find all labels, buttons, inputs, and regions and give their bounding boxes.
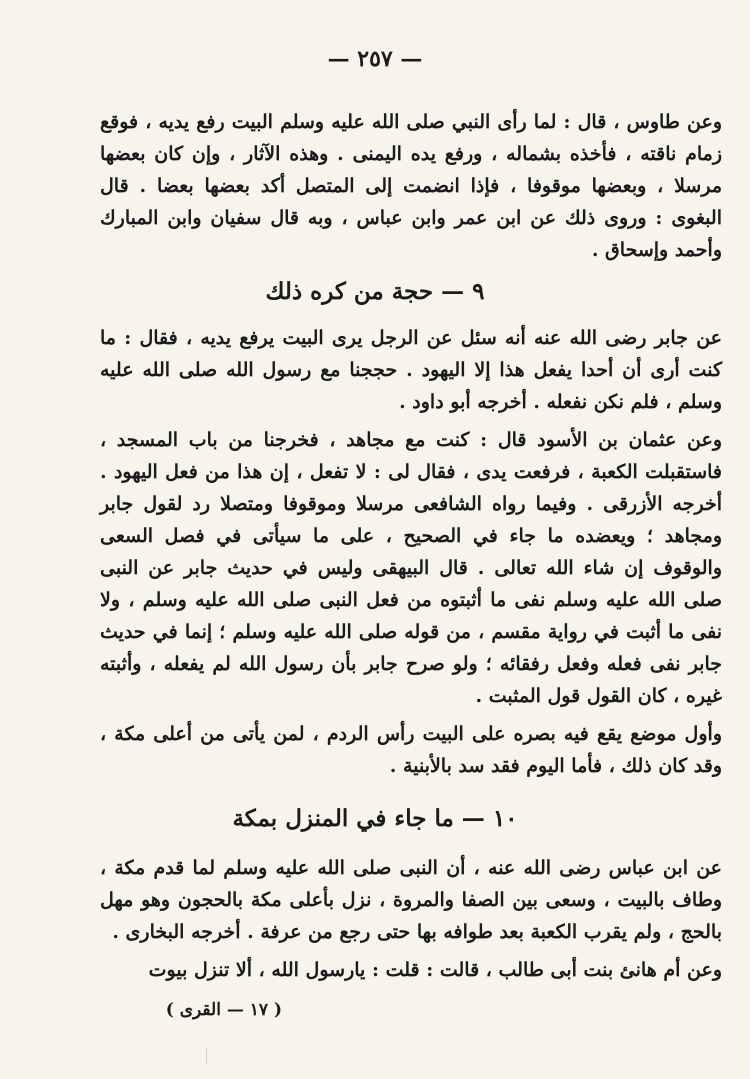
paragraph-text: وعن طاوس ، قال : لما رأى النبي صلى الله عليه وسلم البيت رفع يديه ، فوقع زمام ناقته ، فأخذه بشماله ، ورفع يده اليمنى . وهذه الآثار ، وإن كان بعضها مرسلا ، وبعضها موقوفا ، فإذا انضمت إلى المتصل أكد بعضها بعضا . قال البغوى : وروى ذلك عن ابن عمر وابن عباس ، وبه قال سفيان وابن المبارك وأحمد وإسحاق . (100, 111, 722, 261)
signature-footer: ( ١٧ — القرى ) (165, 1000, 282, 1020)
paragraph-tawus (100, 106, 722, 266)
scan-mark (206, 1048, 207, 1064)
paragraph-ibn-abbas: عن ابن عباس رضى الله عنه ، أن النبى صلى الله عليه وسلم لما قدم مكة ، وطاف بالبيت ، وسعى بين الصفا والمروة ، نزل بأعلى مكة بالحجون وهو مهل بالحج ، ولم يقرب الكعبة بعد طوافه بها حتى رجع من عرفة . أخرجه البخارى . (100, 857, 722, 943)
page-number: — ٢٥٧ — (327, 46, 423, 72)
section-heading-9: ٩ — حجة من كره ذلك (265, 278, 485, 305)
paragraph-radm: وأول موضع يقع فيه بصره على البيت رأس الردم ، لمن يأتى من أعلى مكة ، وقد كان ذلك ، فأما اليوم فقد سد بالأبنية . (100, 723, 722, 777)
section-heading-10: ١٠ — ما جاء في المنزل بمكة (232, 805, 518, 832)
paragraph-uthman: وعن عثمان بن الأسود قال : كنت مع مجاهد ، فخرجنا من باب المسجد ، فاستقبلت الكعبة ، فرفعت يدى ، فقال لى : لا تفعل ، إن هذا من فعل اليهود . أخرجه الأزرقى . وفيما رواه الشافعى مرسلا وموقوفا ومتصلا رد لقول جابر ومجاهد ؛ ويعضده ما جاء في الصحيح ، على ما سيأتى في فصل السعى والوقوف إن شاء الله تعالى . قال البيهقى وليس في حديث جابر عن النبى صلى الله عليه وسلم نفى ما أثبتوه من فعل النبى صلى الله عليه وسلم ، ولا نفى ما أثبت في رواية مقسم ، من قوله صلى الله عليه وسلم ؛ إنما في حديث جابر نفى فعله وفعل رفقائه ؛ ولو صرح جابر بأن رسول الله لم يفعله ، وأثبته غيره ، كان القول قول المثبت . (100, 429, 723, 707)
paragraph-umm-hani: وعن أم هانئ بنت أبى طالب ، قالت : قلت : يارسول الله ، ألا تنزل بيوت (148, 959, 722, 981)
section-9-body (100, 322, 722, 782)
paragraph-jabir: عن جابر رضى الله عنه أنه سئل عن الرجل يرى البيت يرفع يديه ، فقال : ما كنت أرى أن أحدا يفعل هذا إلا اليهود . حججنا مع رسول الله صلى الله عليه وسلم ، فلم نكن نفعله . أخرجه أبو داود . (100, 327, 722, 413)
section-10-body (100, 852, 722, 986)
